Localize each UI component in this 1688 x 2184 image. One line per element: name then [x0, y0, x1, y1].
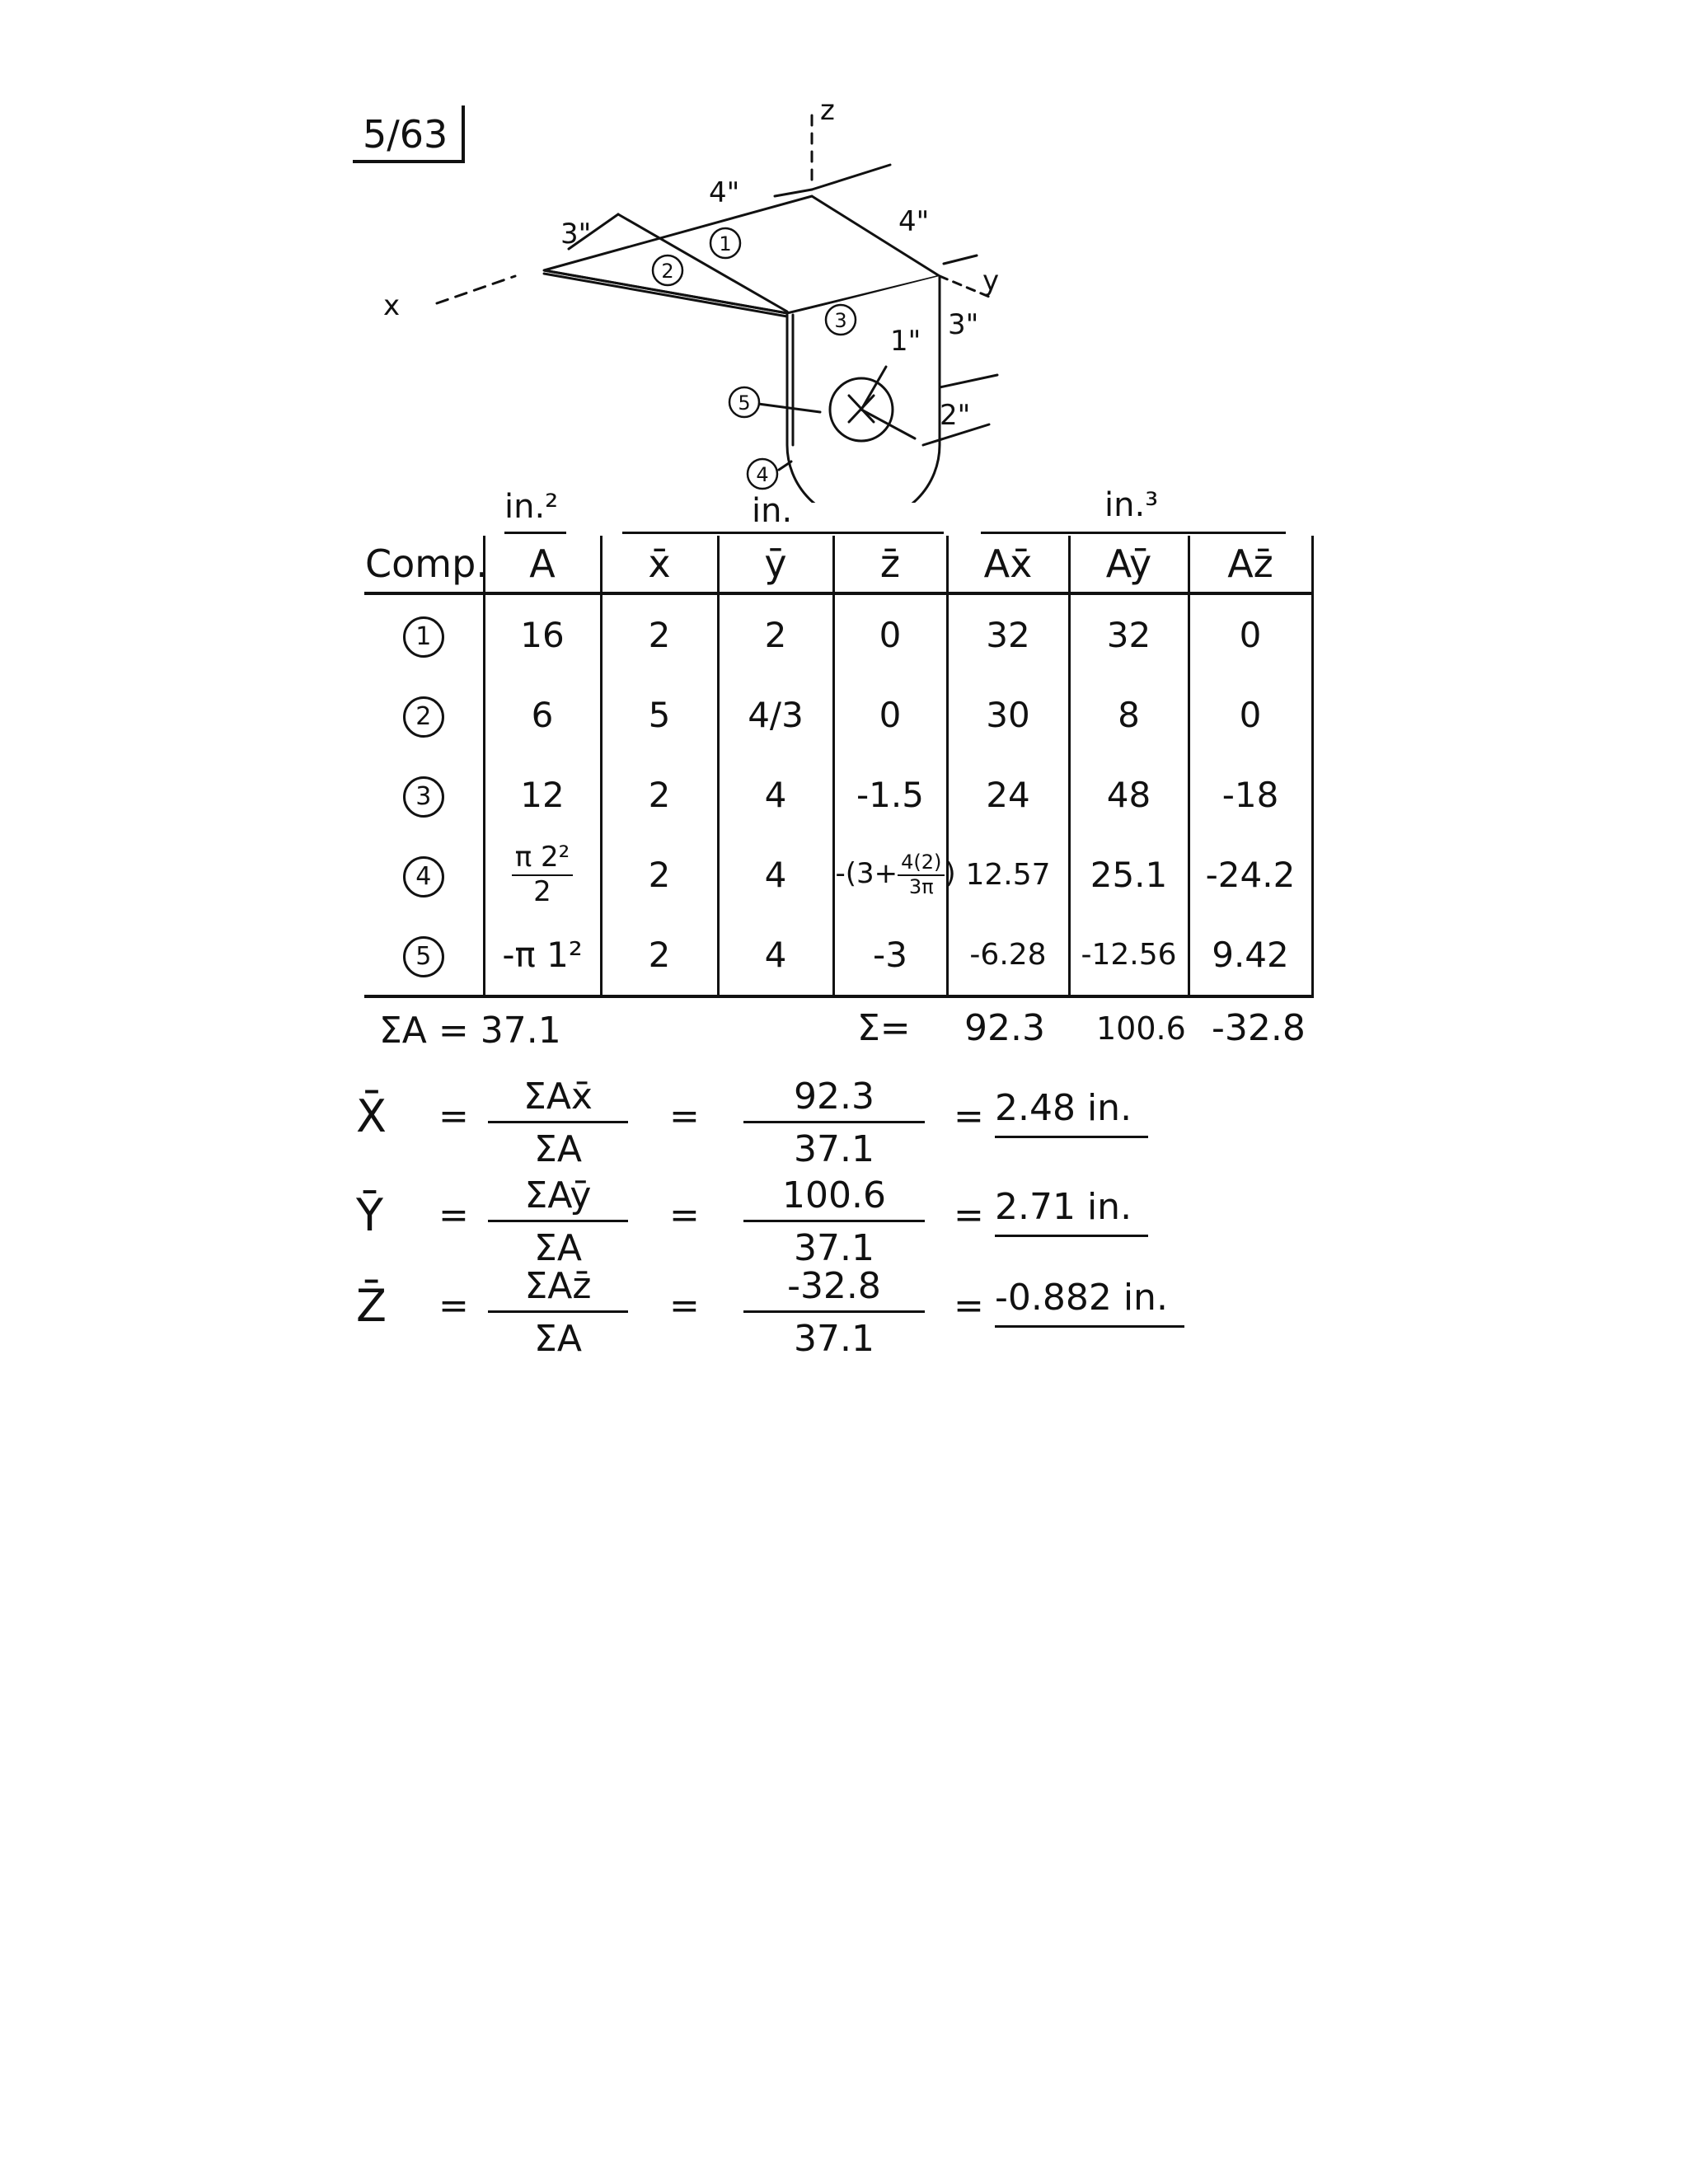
result-answer: -0.882 in. — [995, 1277, 1184, 1328]
fraction-numerator: ΣAȳ — [488, 1174, 628, 1222]
header-ybar: ȳ — [718, 536, 833, 593]
symbolic-fraction — [488, 1265, 628, 1360]
unit-area-line — [504, 532, 566, 534]
comp-id: 1 — [403, 616, 444, 658]
result-lhs: Ȳ — [356, 1189, 383, 1241]
equals-sign: = — [438, 1285, 469, 1327]
fraction-numerator: -32.8 — [743, 1265, 925, 1313]
fraction-numerator: ΣAx̄ — [488, 1076, 628, 1123]
fraction-denominator: ΣA — [534, 1227, 582, 1269]
part-label-4: 4 — [756, 463, 769, 486]
equals-sign: = — [438, 1194, 469, 1236]
fraction-numerator: ΣAz̄ — [488, 1265, 628, 1313]
cell-area: 6 — [484, 675, 601, 755]
sum-area: ΣA = 37.1 — [379, 1010, 561, 1052]
fraction-numerator: 92.3 — [743, 1076, 925, 1123]
dim-radius-2in: 2" — [940, 399, 971, 432]
cell-xbar: 5 — [601, 675, 718, 755]
cell-ybar: 2 — [718, 593, 833, 675]
cell-aybar: 48 — [1069, 755, 1189, 835]
cell-ybar: 4/3 — [718, 675, 833, 755]
fraction-denominator: ΣA — [534, 1128, 582, 1170]
unit-area: in.² — [504, 488, 559, 526]
table-row — [364, 675, 1312, 755]
equals-sign: = — [669, 1194, 700, 1236]
sum-azbar: -32.8 — [1212, 1007, 1306, 1049]
fraction-denominator: 37.1 — [794, 1227, 874, 1269]
table-row — [364, 835, 1312, 915]
result-x — [356, 1076, 1221, 1174]
cell-xbar: 2 — [601, 915, 718, 996]
header-axbar: Ax̄ — [947, 536, 1069, 593]
zbar-prefix: -(3+ — [835, 857, 898, 890]
unit-moment: in.³ — [1104, 486, 1159, 524]
result-y — [356, 1174, 1221, 1269]
numeric-fraction — [743, 1076, 925, 1170]
cell-ybar: 4 — [718, 755, 833, 835]
part-label-2: 2 — [661, 260, 674, 283]
header-aybar: Aȳ — [1069, 536, 1189, 593]
header-area: A — [484, 536, 601, 593]
z-axis-label: z — [820, 99, 835, 127]
fraction-denominator: 37.1 — [794, 1318, 874, 1360]
cell-zbar: -3 — [833, 915, 947, 996]
header-azbar: Az̄ — [1189, 536, 1312, 593]
zbar-numerator: 4(2) — [898, 851, 945, 876]
dim-hole-1in: 1" — [890, 325, 921, 358]
result-lhs: X̄ — [356, 1090, 387, 1142]
zbar-denominator: 3π — [908, 874, 934, 898]
cell-area: -π 1² — [484, 915, 601, 996]
numeric-fraction — [743, 1174, 925, 1269]
equals-sign: = — [954, 1095, 984, 1137]
equals-sign: = — [954, 1285, 984, 1327]
cell-axbar: 24 — [947, 755, 1069, 835]
table-row — [364, 915, 1312, 996]
cell-aybar: -12.56 — [1069, 915, 1189, 996]
equals-sign: = — [669, 1095, 700, 1137]
cell-axbar: 30 — [947, 675, 1069, 755]
fraction-denominator: 37.1 — [794, 1128, 874, 1170]
table-row — [364, 755, 1312, 835]
zbar-suffix: ) — [945, 857, 956, 890]
cell-ybar: 4 — [718, 835, 833, 915]
cell-xbar: 2 — [601, 593, 718, 675]
symbolic-fraction — [488, 1174, 628, 1269]
cell-area — [484, 835, 601, 915]
cell-aybar: 25.1 — [1069, 835, 1189, 915]
sum-axbar: 92.3 — [964, 1007, 1045, 1049]
cell-azbar: -18 — [1189, 755, 1312, 835]
numeric-fraction — [743, 1265, 925, 1360]
unit-length-line — [622, 532, 944, 534]
comp-id: 2 — [403, 696, 444, 738]
dim-top-4in: 4" — [709, 176, 740, 209]
part-label-5: 5 — [738, 391, 751, 415]
header-zbar: z̄ — [833, 536, 947, 593]
cell-xbar: 2 — [601, 755, 718, 835]
result-z — [356, 1265, 1221, 1364]
y-axis-label: y — [982, 265, 1000, 298]
cell-aybar: 8 — [1069, 675, 1189, 755]
header-xbar: x̄ — [601, 536, 718, 593]
equals-sign: = — [954, 1194, 984, 1236]
result-answer: 2.71 in. — [995, 1186, 1148, 1237]
cell-azbar: 0 — [1189, 675, 1312, 755]
result-answer: 2.48 in. — [995, 1087, 1148, 1138]
fraction-numerator: 100.6 — [743, 1174, 925, 1222]
part-label-1: 1 — [719, 232, 732, 255]
cell-aybar: 32 — [1069, 593, 1189, 675]
equals-sign: = — [438, 1095, 469, 1137]
dim-side-4in: 4" — [898, 205, 930, 238]
unit-length: in. — [752, 492, 793, 530]
dim-flange-3in: 3" — [948, 308, 979, 341]
area-numerator: π 2² — [512, 841, 574, 875]
header-comp: Comp. — [364, 536, 484, 593]
sigma-label: Σ= — [857, 1007, 911, 1049]
table-row — [364, 593, 1312, 675]
table-header-row — [364, 536, 1312, 593]
comp-id: 4 — [403, 856, 444, 898]
result-lhs: Z̄ — [356, 1280, 387, 1332]
dim-triangle-3in: 3" — [560, 218, 592, 251]
cell-azbar: -24.2 — [1189, 835, 1312, 915]
cell-zbar: 0 — [833, 593, 947, 675]
cell-zbar — [833, 835, 956, 915]
centroid-table — [364, 536, 1312, 985]
part-label-3: 3 — [834, 309, 847, 332]
cell-zbar: -1.5 — [833, 755, 947, 835]
equals-sign: = — [669, 1285, 700, 1327]
comp-id: 3 — [403, 776, 444, 818]
cell-axbar: -6.28 — [947, 915, 1069, 996]
cell-azbar: 0 — [1189, 593, 1312, 675]
area-denominator: 2 — [533, 874, 551, 908]
cell-ybar: 4 — [718, 915, 833, 996]
cell-xbar: 2 — [601, 835, 718, 915]
comp-id: 5 — [403, 936, 444, 977]
cell-zbar: 0 — [833, 675, 947, 755]
unit-moment-line — [981, 532, 1286, 534]
cell-area: 16 — [484, 593, 601, 675]
fraction-denominator: ΣA — [534, 1318, 582, 1360]
cell-area: 12 — [484, 755, 601, 835]
symbolic-fraction — [488, 1076, 628, 1170]
cell-azbar: 9.42 — [1189, 915, 1312, 996]
cell-axbar: 12.57 — [947, 835, 1069, 915]
cell-axbar: 32 — [947, 593, 1069, 675]
sum-aybar: 100.6 — [1096, 1010, 1186, 1047]
x-axis-label: x — [383, 289, 401, 322]
problem-number: 5/63 — [353, 105, 465, 163]
bracket-figure — [363, 99, 1104, 503]
